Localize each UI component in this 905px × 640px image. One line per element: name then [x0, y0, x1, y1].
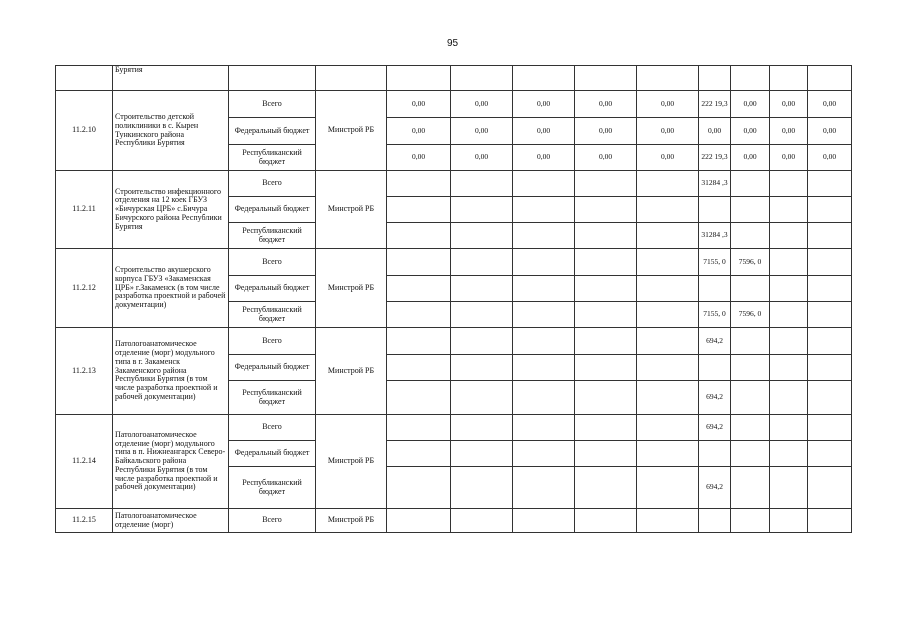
value-cell — [451, 415, 513, 441]
executor: Минстрой РБ — [316, 415, 387, 509]
value-cell — [731, 355, 770, 381]
object-name: Бурятия — [113, 66, 229, 91]
value-cell — [770, 415, 808, 441]
value-cell — [387, 441, 451, 467]
funding-source: Всего — [229, 328, 316, 355]
value-cell: 0,00 — [731, 118, 770, 145]
value-cell: 31284 ,3 — [699, 223, 731, 249]
value-cell: 222 19,3 — [699, 145, 731, 171]
value-cell — [770, 441, 808, 467]
object-name: Патологоанатомическое отделение (морг) — [113, 509, 229, 533]
value-cell: 0,00 — [731, 145, 770, 171]
value-cell — [575, 415, 637, 441]
value-cell: 0,00 — [451, 145, 513, 171]
value-cell — [575, 441, 637, 467]
funding-source: Всего — [229, 509, 316, 533]
value-cell — [575, 509, 637, 533]
value-cell — [808, 509, 852, 533]
value-cell — [637, 249, 699, 276]
value-cell — [387, 509, 451, 533]
value-cell — [575, 276, 637, 302]
value-cell — [513, 249, 575, 276]
value-cell — [387, 302, 451, 328]
value-cell: 7155, 0 — [699, 302, 731, 328]
value-cell — [575, 302, 637, 328]
funding-source: Федеральный бюджет — [229, 118, 316, 145]
value-cell — [808, 171, 852, 197]
value-cell — [770, 467, 808, 509]
value-cell — [808, 355, 852, 381]
value-cell — [387, 467, 451, 509]
value-cell: 0,00 — [513, 118, 575, 145]
value-cell: 0,00 — [699, 118, 731, 145]
value-cell — [387, 197, 451, 223]
value-cell — [699, 355, 731, 381]
value-cell: 0,00 — [387, 118, 451, 145]
value-cell — [513, 355, 575, 381]
value-cell: 0,00 — [575, 145, 637, 171]
funding-source: Республиканский бюджет — [229, 145, 316, 171]
funding-source: Федеральный бюджет — [229, 355, 316, 381]
object-name: Строительство детской поликлиники в с. Кырен Тункинского района Республики Бурятия — [113, 91, 229, 171]
executor: Минстрой РБ — [316, 509, 387, 533]
value-cell — [731, 441, 770, 467]
value-cell — [699, 276, 731, 302]
value-cell — [637, 171, 699, 197]
value-cell — [770, 197, 808, 223]
value-cell — [513, 223, 575, 249]
value-cell — [387, 171, 451, 197]
value-cell: 0,00 — [808, 91, 852, 118]
value-cell — [731, 467, 770, 509]
value-cell — [387, 415, 451, 441]
value-cell — [808, 381, 852, 415]
value-cell: 0,00 — [637, 118, 699, 145]
value-cell: 0,00 — [808, 145, 852, 171]
executor: Минстрой РБ — [316, 91, 387, 171]
funding-source: Всего — [229, 415, 316, 441]
funding-source: Республиканский бюджет — [229, 302, 316, 328]
value-cell — [770, 328, 808, 355]
value-cell: 0,00 — [387, 91, 451, 118]
funding-source: Федеральный бюджет — [229, 276, 316, 302]
funding-source: Всего — [229, 171, 316, 197]
value-cell — [387, 355, 451, 381]
value-cell — [808, 328, 852, 355]
value-cell — [575, 328, 637, 355]
value-cell — [575, 467, 637, 509]
value-cell: 0,00 — [731, 91, 770, 118]
value-cell — [770, 171, 808, 197]
row-number: 11.2.12 — [56, 249, 113, 328]
value-cell: 0,00 — [575, 118, 637, 145]
funding-source: Республиканский бюджет — [229, 381, 316, 415]
value-cell — [451, 381, 513, 415]
executor: Минстрой РБ — [316, 328, 387, 415]
value-cell: 222 19,3 — [699, 91, 731, 118]
row-number: 11.2.13 — [56, 328, 113, 415]
value-cell — [637, 441, 699, 467]
value-cell: 694,2 — [699, 381, 731, 415]
value-cell — [770, 276, 808, 302]
value-cell — [637, 467, 699, 509]
value-cell — [637, 197, 699, 223]
value-cell: 0,00 — [451, 118, 513, 145]
value-cell — [637, 302, 699, 328]
funding-source: Республиканский бюджет — [229, 223, 316, 249]
executor: Минстрой РБ — [316, 171, 387, 249]
value-cell — [731, 171, 770, 197]
row-number: 11.2.15 — [56, 509, 113, 533]
value-cell — [699, 509, 731, 533]
value-cell: 7155, 0 — [699, 249, 731, 276]
value-cell — [575, 381, 637, 415]
row-number: 11.2.14 — [56, 415, 113, 509]
value-cell — [637, 355, 699, 381]
row-number: 11.2.10 — [56, 91, 113, 171]
value-cell — [731, 509, 770, 533]
row-number: 11.2.11 — [56, 171, 113, 249]
value-cell — [451, 276, 513, 302]
value-cell: 0,00 — [451, 91, 513, 118]
value-cell — [808, 415, 852, 441]
value-cell: 7596, 0 — [731, 302, 770, 328]
value-cell — [513, 171, 575, 197]
value-cell — [387, 381, 451, 415]
value-cell — [451, 441, 513, 467]
value-cell — [513, 467, 575, 509]
value-cell — [513, 509, 575, 533]
value-cell — [513, 302, 575, 328]
value-cell — [637, 415, 699, 441]
value-cell — [575, 249, 637, 276]
value-cell — [731, 276, 770, 302]
value-cell — [770, 381, 808, 415]
value-cell — [451, 509, 513, 533]
value-cell: 0,00 — [387, 145, 451, 171]
value-cell — [513, 441, 575, 467]
value-cell: 7596, 0 — [731, 249, 770, 276]
value-cell — [513, 276, 575, 302]
value-cell — [387, 276, 451, 302]
funding-source: Республиканский бюджет — [229, 467, 316, 509]
value-cell — [637, 328, 699, 355]
value-cell: 31284 ,3 — [699, 171, 731, 197]
value-cell: 0,00 — [513, 91, 575, 118]
table-row — [56, 509, 852, 533]
value-cell — [770, 355, 808, 381]
value-cell — [770, 509, 808, 533]
value-cell — [731, 223, 770, 249]
value-cell — [731, 415, 770, 441]
value-cell — [808, 302, 852, 328]
value-cell — [699, 441, 731, 467]
program-table — [55, 65, 852, 533]
object-name: Строительство акушерского корпуса ГБУЗ «Закаменская ЦРБ» г.Закаменск (в том числе разработка проектной и рабочей документации) — [113, 249, 229, 328]
value-cell — [387, 249, 451, 276]
value-cell — [575, 171, 637, 197]
value-cell — [731, 197, 770, 223]
value-cell: 694,2 — [699, 415, 731, 441]
table-row — [56, 328, 852, 355]
value-cell — [451, 328, 513, 355]
value-cell — [451, 223, 513, 249]
value-cell — [637, 276, 699, 302]
value-cell — [575, 197, 637, 223]
table-row — [56, 91, 852, 118]
value-cell — [513, 328, 575, 355]
value-cell — [808, 197, 852, 223]
value-cell — [451, 467, 513, 509]
table-row — [56, 249, 852, 276]
value-cell — [513, 381, 575, 415]
value-cell — [808, 441, 852, 467]
value-cell — [513, 197, 575, 223]
value-cell — [575, 223, 637, 249]
value-cell — [575, 355, 637, 381]
value-cell — [637, 381, 699, 415]
value-cell — [770, 302, 808, 328]
value-cell — [808, 249, 852, 276]
continuation-row — [56, 66, 852, 91]
value-cell: 0,00 — [770, 118, 808, 145]
value-cell — [808, 467, 852, 509]
value-cell — [451, 355, 513, 381]
executor: Минстрой РБ — [316, 249, 387, 328]
value-cell — [731, 328, 770, 355]
value-cell — [451, 197, 513, 223]
value-cell: 0,00 — [637, 145, 699, 171]
value-cell — [808, 223, 852, 249]
funding-source: Всего — [229, 91, 316, 118]
value-cell: 0,00 — [770, 145, 808, 171]
object-name: Патологоанатомическое отделение (морг) модульного типа в г. Закаменск Закаменского района Республики Бурятия (в том числе разработка проектной и рабочей документации) — [113, 328, 229, 415]
value-cell: 0,00 — [808, 118, 852, 145]
table-row — [56, 171, 852, 197]
value-cell: 0,00 — [770, 91, 808, 118]
value-cell — [451, 171, 513, 197]
value-cell — [451, 249, 513, 276]
value-cell: 694,2 — [699, 328, 731, 355]
value-cell — [731, 381, 770, 415]
table-row — [56, 415, 852, 441]
value-cell: 694,2 — [699, 467, 731, 509]
value-cell — [513, 415, 575, 441]
value-cell — [770, 223, 808, 249]
funding-source: Федеральный бюджет — [229, 441, 316, 467]
value-cell: 0,00 — [637, 91, 699, 118]
funding-source: Федеральный бюджет — [229, 197, 316, 223]
value-cell — [387, 328, 451, 355]
object-name: Строительство инфекционного отделения на 12 коек ГБУЗ «Бичурская ЦРБ» с.Бичура Бичурского района Республики Бурятия — [113, 171, 229, 249]
row-number — [56, 66, 113, 91]
value-cell — [770, 249, 808, 276]
value-cell: 0,00 — [575, 91, 637, 118]
funding-source: Всего — [229, 249, 316, 276]
value-cell — [451, 302, 513, 328]
value-cell — [637, 223, 699, 249]
value-cell — [637, 509, 699, 533]
value-cell — [387, 223, 451, 249]
value-cell — [808, 276, 852, 302]
page-number: 95 — [446, 38, 459, 49]
value-cell — [699, 197, 731, 223]
object-name: Патологоанатомическое отделение (морг) модульного типа в п. Нижнеангарск Северо-Байкальского района Республики Бурятия (в том числе разработка проектной и рабочей документации) — [113, 415, 229, 509]
value-cell: 0,00 — [513, 145, 575, 171]
